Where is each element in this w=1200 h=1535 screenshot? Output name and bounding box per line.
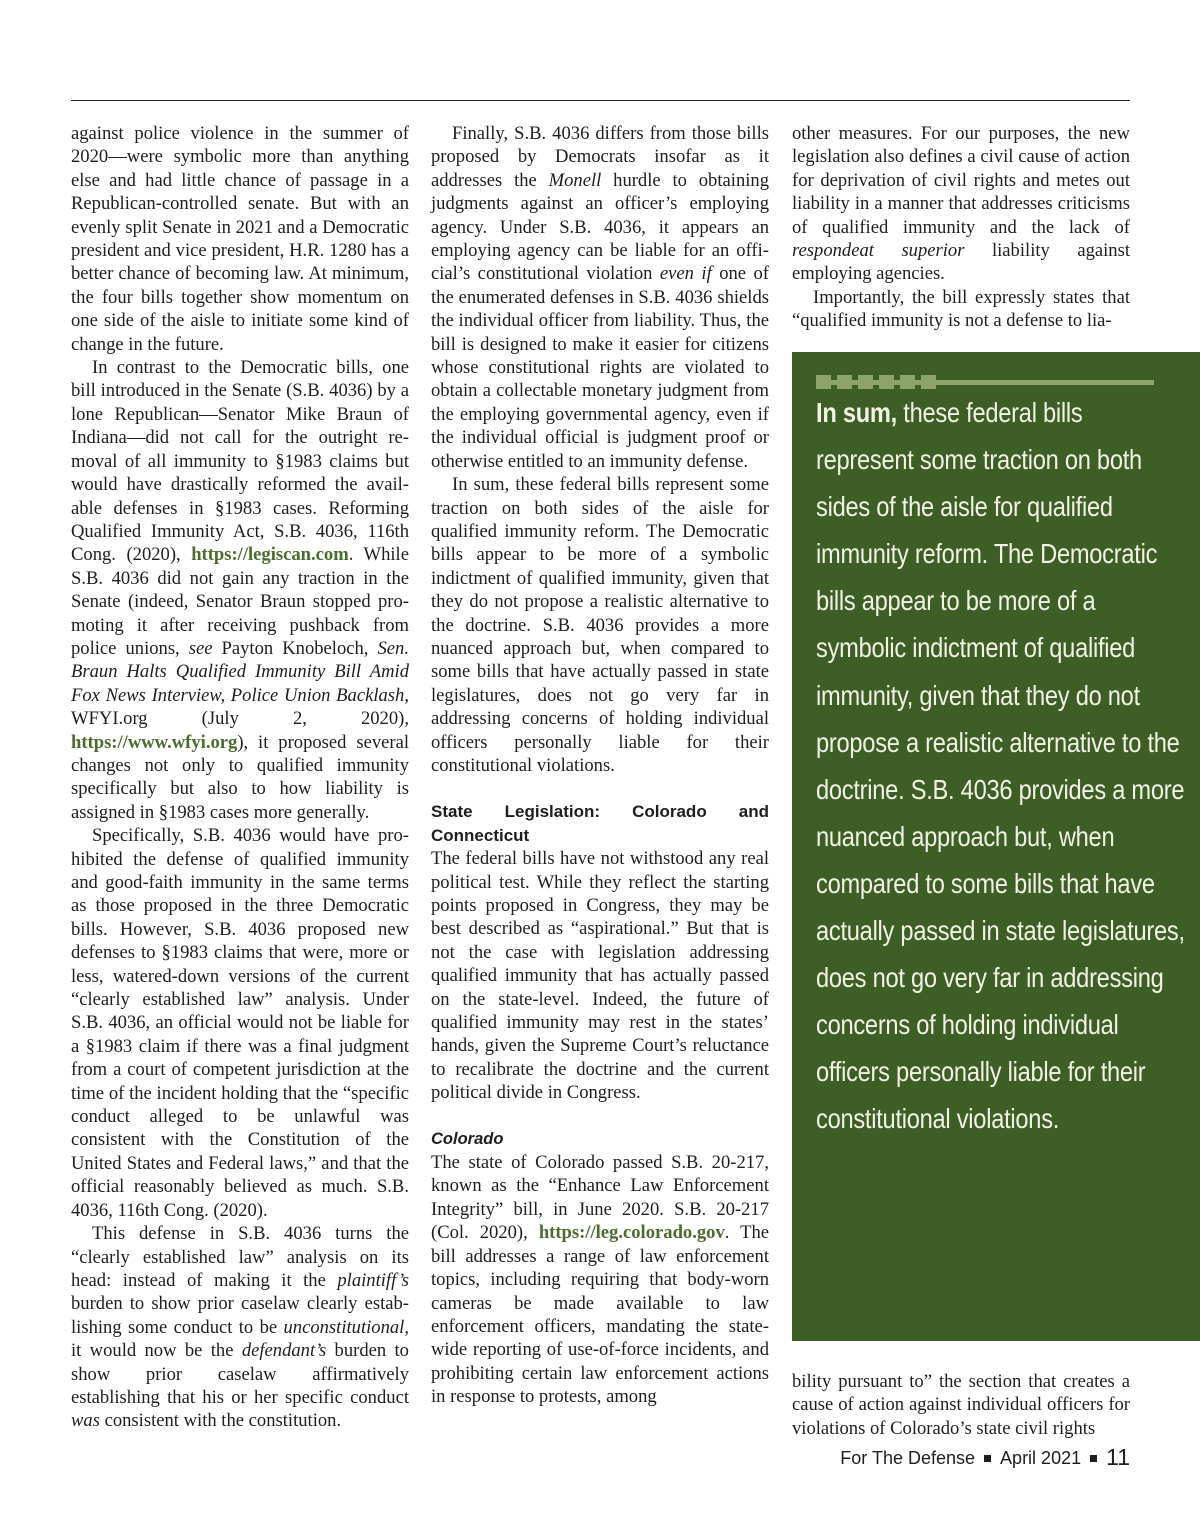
paragraph bbox=[431, 847, 769, 1104]
text: Payton Knobeloch, bbox=[212, 637, 378, 659]
text: bility pursuant to” the section that creates a cause of action against individual officers for violations of Colorado’s state civil rights bbox=[792, 1371, 1130, 1439]
text: one of the enumerated defenses in S.B. 4036 shields the individual officer from liability. Thus, the bill is designed to make it easier for citizens whose constitutional rights are violated to obtain a collectable monetary judgment from the employing governmental agency, even if the individual official is judgment proof or otherwise entitled to an immunity defense. bbox=[431, 263, 769, 472]
text: . The bill addresses a range of law enforcement topics, including requiring that body-worn cameras be made available to law enforcement officers, mandating the statewide reporting of use-of-force incidents, and prohibiting certain law enforcement actions in response to protests, among bbox=[431, 1222, 770, 1408]
text: In contrast to the Democratic bills, one bill introduced in the Senate (S.B. 4036) by a lone Republican—Senator Mike Braun of Indiana—did not call for the outright removal of all immunity to §1983 claims but would have drastically reformed the available defenses in §1983 cases. Reforming Qualified Immunity Act, S.B. 4036, 116th Cong. (2020), bbox=[71, 357, 409, 566]
text: , WFYI.org (July 2, 2020), bbox=[71, 684, 409, 730]
italic-text: was bbox=[71, 1410, 100, 1432]
text: . While S.B. 4036 did not gain any traction in the Senate (indeed, Senator Braun stopped promoting it after receiving pushback from police unions, bbox=[71, 544, 409, 659]
ornament-line bbox=[921, 380, 1154, 385]
paragraph bbox=[71, 356, 409, 824]
legiscan-link[interactable]: https://legiscan.com bbox=[191, 544, 349, 566]
italic-text: defendant’s bbox=[241, 1340, 327, 1362]
page-number: 11 bbox=[1106, 1444, 1130, 1470]
issue-date: April 2021 bbox=[1000, 1448, 1082, 1468]
text: , it would now be the bbox=[71, 1316, 409, 1362]
page-footer bbox=[0, 1444, 1130, 1471]
ornament-square bbox=[900, 375, 915, 389]
italic-text: Monell bbox=[548, 169, 602, 191]
ornament-square bbox=[858, 375, 873, 389]
text: The state of Colorado passed S.B. 20-217, known as the “Enhance Law Enforcement Integrity” bill, in June 2020. S.B. 20-217 (Col. 2020), bbox=[431, 1152, 769, 1244]
paragraph bbox=[431, 1151, 769, 1408]
text: Importantly, the bill expressly states that “qualified immunity is not a defense to lia- bbox=[792, 286, 1130, 332]
column-3-bottom bbox=[792, 1370, 1130, 1440]
text: consistent with the constitution. bbox=[99, 1410, 342, 1432]
paragraph bbox=[431, 122, 769, 473]
paragraph bbox=[792, 286, 1130, 333]
bullet-separator bbox=[1090, 1455, 1097, 1462]
pull-quote-body: these federal bills represent some traction on both sides of the aisle for qualified immunity reform. The Democratic bills appear to be more of a symbolic indictment of qualified immunity, given that they do not propose a realistic alternative to the doctrine. S.B. 4036 provides a more nuanced approach but, when compared to some bills that have actually passed in state legislatures, does not go very far in addressing concerns of holding individual officers personally liable for their constitutional violations. bbox=[816, 397, 1185, 1135]
ornament-square bbox=[816, 375, 831, 389]
paragraph bbox=[792, 1370, 1130, 1440]
pull-quote bbox=[792, 352, 1200, 1341]
column-2 bbox=[431, 122, 769, 1409]
pull-quote-lead: In sum, bbox=[816, 397, 897, 428]
text: hurdle to obtaining judgments against an officer’s employing agency. Under S.B. 4036, it appears an employing agency can be liable for an official’s constitutional violation bbox=[431, 169, 770, 285]
italic-text: plaintiff’s bbox=[337, 1269, 409, 1291]
column-1 bbox=[71, 122, 409, 1433]
paragraph bbox=[71, 1222, 409, 1433]
text: against police violence in the summer of 2020—were symbolic more than anything else and had little chance of passage in a Republican-controlled senate. But with an evenly split Senate in 2021 and a Democratic president and vice president, H.R. 1280 has a better chance of becoming law. At minimum, the four bills together show momentum on one side of the aisle to initiate some kind of change in the future. bbox=[71, 123, 409, 355]
header-rule bbox=[71, 100, 1130, 101]
colorado-link[interactable]: https://leg.colorado.gov bbox=[538, 1222, 725, 1244]
signal-text: see bbox=[188, 637, 213, 659]
section-heading: State Legislation: Colorado and Connecticut bbox=[431, 802, 769, 845]
paragraph bbox=[431, 473, 769, 777]
text: burden to show prior caselaw affirmatively establishing that his or her specific conduct bbox=[71, 1340, 409, 1408]
paragraph bbox=[792, 122, 1130, 286]
text: liability against employing agencies. bbox=[792, 240, 1130, 285]
bullet-separator bbox=[984, 1455, 991, 1462]
text: Finally, S.B. 4036 differs from those bills proposed by Democrats insofar as it addresses the bbox=[431, 123, 769, 191]
paragraph bbox=[71, 122, 409, 356]
subsection-heading: Colorado bbox=[431, 1129, 504, 1148]
text: ), it proposed several changes not only to qualified immunity specifically but also to how liability is assigned in §1983 cases more generally. bbox=[71, 731, 409, 823]
italic-text: unconstitutional bbox=[283, 1316, 405, 1338]
column-3-top bbox=[792, 122, 1130, 333]
text: Specifically, S.B. 4036 would have prohibited the defense of qualified immunity and good-faith immunity in the same terms as those proposed in the three Democratic bills. However, S.B. 4036 proposed new defenses to §1983 claims that were, more or less, watered-down versions of the current “clearly established law” analysis. Under S.B. 4036, an official would not be liable for a §1983 claim if there was a final judgment from a court of competent jurisdiction at the time of the incident holding that the “specific conduct alleged to be unlawful was consistent with the Constitution of the United States and Federal laws,” and that the official reasonably believed as much. S.B. 4036, 116th Cong. (2020). bbox=[71, 825, 409, 1221]
article-title: Sen. Braun Halts Qualified Immunity Bill Amid Fox News Interview, Police Union Backlash bbox=[71, 637, 409, 706]
pull-quote-ornament bbox=[816, 375, 1136, 389]
text: burden to show prior caselaw clearly establishing some conduct to be bbox=[71, 1293, 409, 1338]
pull-quote-text bbox=[816, 389, 1186, 1143]
italic-text: even if bbox=[659, 263, 712, 285]
text: The federal bills have not withstood any real political test. While they reflect the starting points proposed in Congress, they may be best described as “aspirational.” But that is not the case with legislation addressing qualified immunity that has actually passed on the state-level. Indeed, the future of qualified immunity may rest in the states’ hands, given the Supreme Court’s reluctance to recalibrate the doctrine and the current political divide in Congress. bbox=[431, 848, 769, 1104]
text: This defense in S.B. 4036 turns the “clearly established law” analysis on its head: instead of making it the bbox=[71, 1223, 409, 1291]
text: In sum, these federal bills represent some traction on both sides of the aisle for qualified immunity reform. The Democratic bills appear to be more of a symbolic indictment of qualified immunity, given that they do not propose a realistic alternative to the doctrine. S.B. 4036 provides a more nuanced approach but, when compared to some bills that have actually passed in state legislatures, does not go very far in addressing concerns of holding individual officers personally liable for their constitutional violations. bbox=[431, 474, 769, 776]
wfyi-link[interactable]: https://www.wfyi.org bbox=[71, 731, 238, 753]
ornament-square bbox=[837, 375, 852, 389]
publication-name: For The Defense bbox=[840, 1448, 976, 1468]
text: other measures. For our purposes, the new legislation also defines a civil cause of action for deprivation of civil rights and metes out liability in a manner that addresses criticisms of qualified immunity and the lack of bbox=[792, 123, 1130, 238]
ornament-square bbox=[879, 375, 894, 389]
italic-text: respondeat superior bbox=[792, 240, 965, 262]
paragraph bbox=[71, 824, 409, 1222]
